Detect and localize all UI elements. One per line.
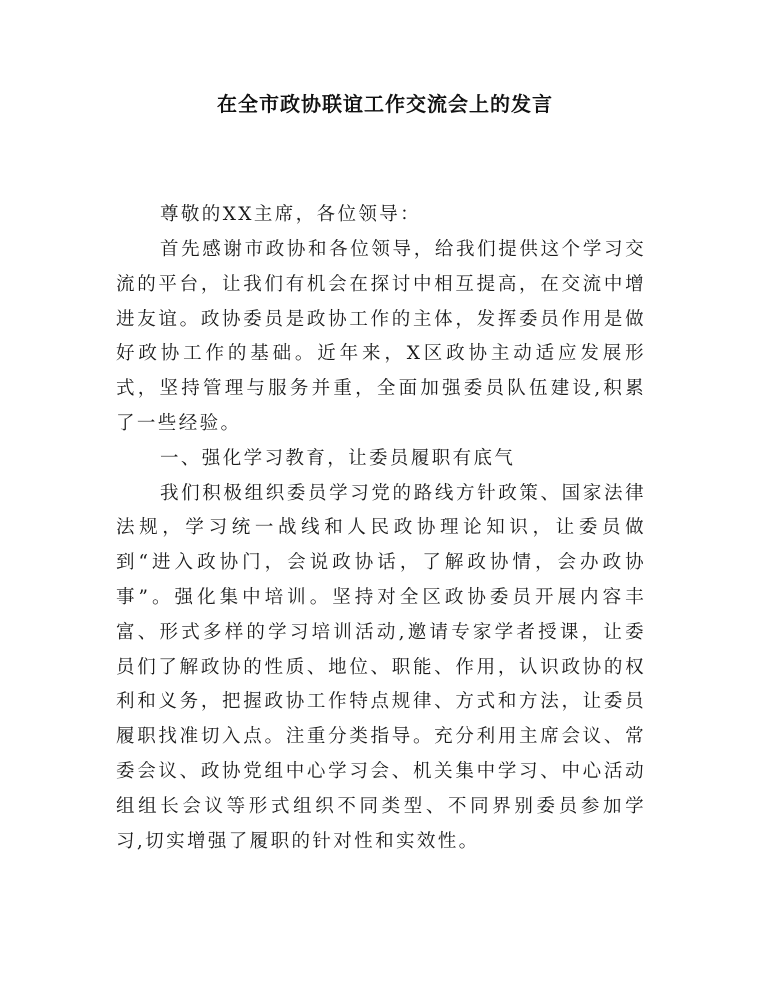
document-title: 在全市政协联谊工作交流会上的发言 xyxy=(217,92,553,116)
document-body xyxy=(116,233,646,859)
paragraph-section-1: 我们积极组织委员学习党的路线方针政策、国家法律法规，学习统一战线和人民政协理论知识，让委员做到“进入政协门，会说政协话，了解政协情，会办政协事”。强化集中培训。坚持对全区政协委员开展内容丰富、形式多样的学习培训活动,邀请专家学者授课，让委员们了解政协的性质、地位、职能、作用，认识政协的权利和义务，把握政协工作特点规律、方式和方法，让委员履职找准切入点。注重分类指导。充分利用主席会议、常委会议、政协党组中心学习会、机关集中学习、中心活动组组长会议等形式组织不同类型、不同界别委员参加学习,切实增强了履职的针对性和实效性。 xyxy=(116,482,646,852)
salutation: 尊敬的XX主席，各位领导： xyxy=(160,204,422,225)
paragraph-intro: 首先感谢市政协和各位领导，给我们提供这个学习交流的平台，让我们有机会在探讨中相互提高，在交流中增进友谊。政协委员是政协工作的主体，发挥委员作用是做好政协工作的基础。近年来，X区政协主动适应发展形式，坚持管理与服务并重，全面加强委员队伍建设,积累了一些经验。 xyxy=(116,239,646,434)
section-heading-1: 一、强化学习教育，让委员履职有底气 xyxy=(160,447,516,469)
